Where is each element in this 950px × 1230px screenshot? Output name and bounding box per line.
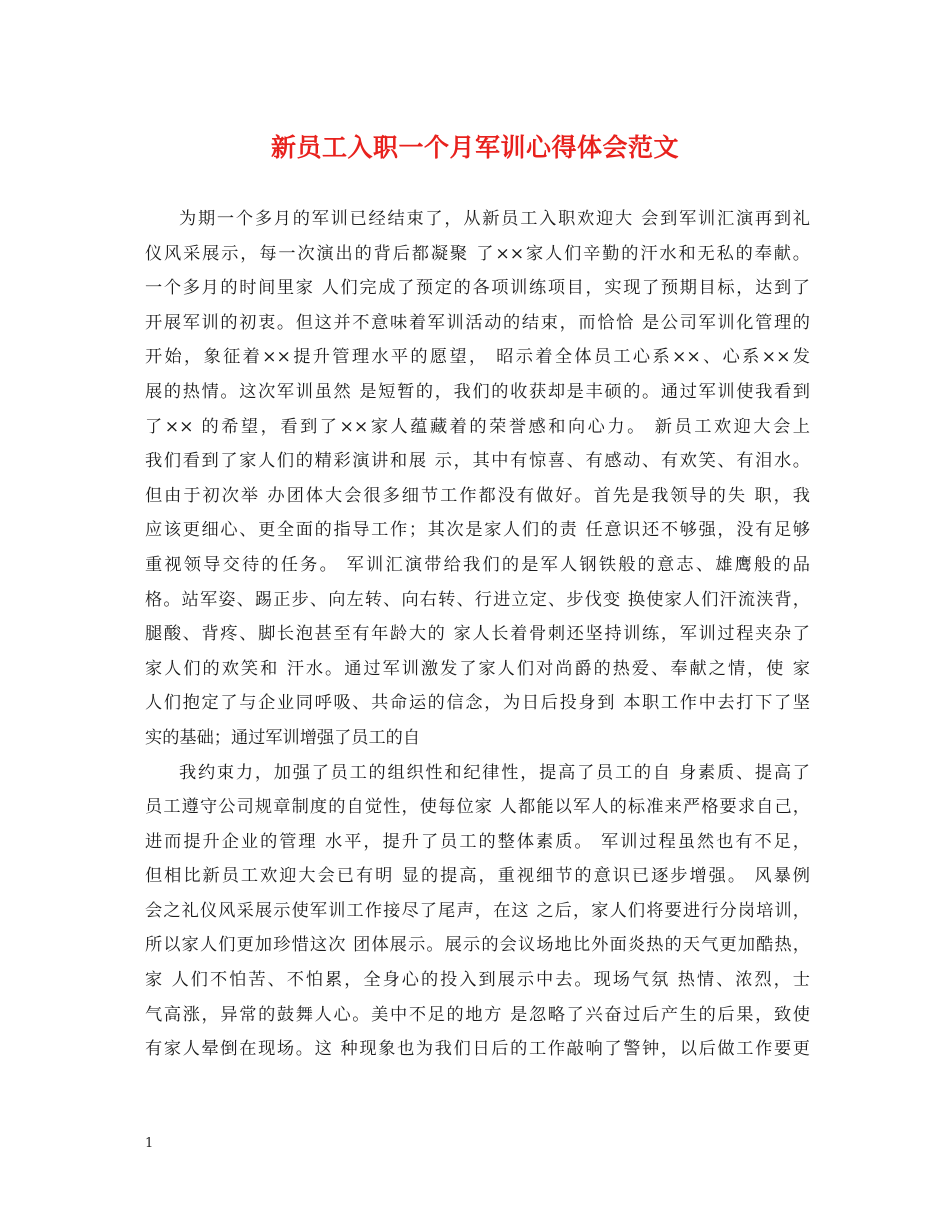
text-line: 开始，象征着××提升管理水平的愿望， 昭示着全体员工心系××、心系××发 — [145, 347, 810, 368]
text-line: 仪风采展示，每一次演出的背后都凝聚 了××家人们辛勤的汗水和无私的奉献。 — [145, 243, 810, 264]
text-line: 腿酸、背疼、脚长泡甚至有年龄大的 家人长着骨刺还坚持训练，军训过程夹杂了 — [145, 624, 810, 645]
document-title: 新员工入职一个月军训心得体会范文 — [270, 133, 679, 162]
text-line: 了×× 的希望，看到了××家人蕴藏着的荣誉感和向心力。 新员工欢迎大会上 — [145, 416, 810, 437]
text-line: 但由于初次举 办团体大会很多细节工作都没有做好。首先是我领导的失 职，我 — [145, 485, 810, 506]
text-line: 格。站军姿、踢正步、向左转、向右转、行进立定、步伐变 换使家人们汗流浃背， — [145, 589, 810, 610]
text-line: 员工遵守公司规章制度的自觉性，使每位家 人都能以军人的标准来严格要求自己， — [145, 797, 810, 818]
text-line: 会之礼仪风采展示使军训工作接尽了尾声，在这 之后，家人们将要进行分岗培训， — [145, 900, 810, 921]
text-line: 但相比新员工欢迎大会已有明 显的提高，重视细节的意识已逐步增强。 风暴例 — [145, 866, 810, 887]
text-line: 家 人们不怕苦、不怕累，全身心的投入到展示中去。现场气氛 热情、浓烈，士 — [145, 970, 810, 991]
text-line: 人们抱定了与企业同呼吸、共命运的信念，为日后投身到 本职工作中去打下了坚 — [145, 693, 810, 714]
text-line: 实的基础；通过军训增强了员工的自 — [145, 727, 421, 748]
text-line: 开展军训的初衷。但这并不意味着军训活动的结束，而恰恰 是公司军训化管理的 — [145, 312, 810, 333]
document-body — [145, 202, 810, 1067]
text-line: 我们看到了家人们的精彩演讲和展 示，其中有惊喜、有感动、有欢笑、有泪水。 — [145, 451, 810, 472]
text-line: 进而提升企业的管理 水平，提升了员工的整体素质。 军训过程虽然也有不足， — [145, 831, 810, 852]
text-line: 所以家人们更加珍惜这次 团体展示。展示的会议场地比外面炎热的天气更加酷热， — [145, 935, 810, 956]
text-line: 家人们的欢笑和 汗水。通过军训激发了家人们对尚爵的热爱、奉献之情，使 家 — [145, 658, 810, 679]
text-line: 应该更细心、更全面的指导工作；其次是家人们的责 任意识还不够强，没有足够 — [145, 520, 810, 541]
text-line: 一个多月的时间里家 人们完成了预定的各项训练项目，实现了预期目标，达到了 — [145, 278, 810, 299]
text-line: 重视领导交待的任务。 军训汇演带给我们的是军人钢铁般的意志、雄鹰般的品 — [145, 554, 810, 575]
text-line: 气高涨，异常的鼓舞人心。美中不足的地方 是忽略了兴奋过后产生的后果，致使 — [145, 1004, 810, 1025]
text-line: 展的热情。这次军训虽然 是短暂的，我们的收获却是丰硕的。通过军训使我看到 — [145, 381, 810, 402]
text-line: 为期一个多月的军训已经结束了，从新员工入职欢迎大 会到军训汇演再到礼 — [179, 209, 810, 229]
text-line: 有家人晕倒在现场。这 种现象也为我们日后的工作敲响了警钟，以后做工作要更 — [145, 1039, 810, 1060]
page-number: 1 — [145, 1136, 154, 1151]
text-line: 我约束力，加强了员工的组织性和纪律性，提高了员工的自 身素质、提高了 — [179, 762, 810, 783]
